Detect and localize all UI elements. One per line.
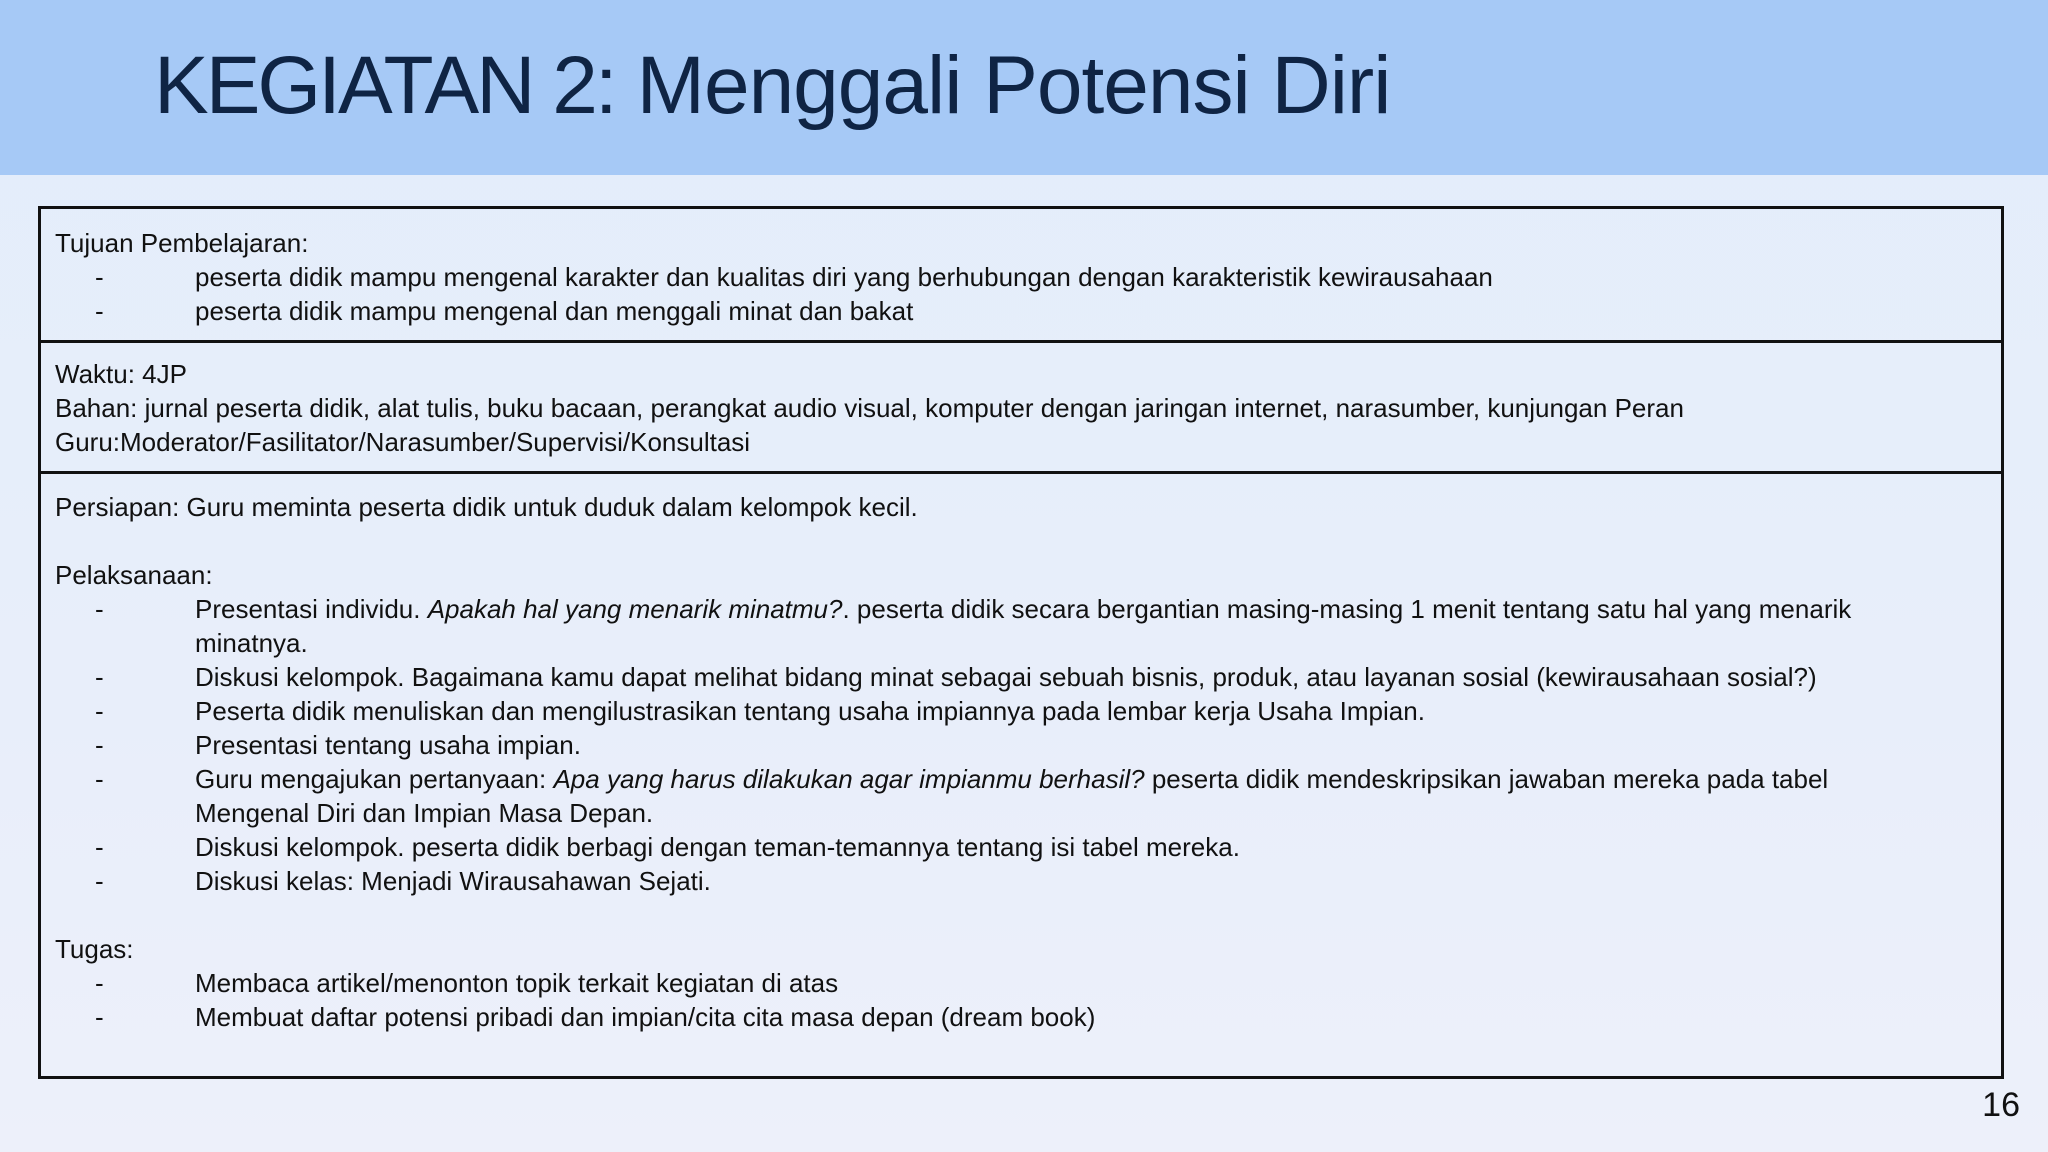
dash-bullet: - [95, 866, 104, 896]
italic-question: Apa yang harus dilakukan agar impianmu berhasil? [553, 764, 1145, 794]
list-item-text: Presentasi tentang usaha impian. [195, 730, 581, 760]
list-item [55, 966, 2001, 1000]
list-item-text: Membaca artikel/menonton topik terkait kegiatan di atas [195, 968, 839, 998]
list-item-text: Guru mengajukan pertanyaan: [195, 764, 554, 794]
dash-bullet: - [95, 832, 104, 862]
list-item [55, 294, 2001, 328]
bahan-line: Bahan: jurnal peserta didik, alat tulis, buku bacaan, perangkat audio visual, komputer dengan jaringan internet, narasumber, kunjungan Peran [55, 393, 1684, 423]
tujuan-section [41, 209, 2001, 343]
content-table [38, 206, 2004, 1079]
waktu-line: Waktu: 4JP [55, 359, 187, 389]
list-item [55, 1000, 2001, 1034]
slide-title [154, 36, 1390, 136]
list-item [55, 864, 2001, 898]
list-item-text: Diskusi kelompok. peserta didik berbagi dengan teman-temannya tentang isi tabel mereka. [195, 832, 1240, 862]
dash-bullet: - [95, 594, 104, 624]
list-item-text: Diskusi kelas: Menjadi Wirausahawan Sejati. [195, 866, 711, 896]
pelaksanaan-list [55, 592, 2001, 898]
tugas-heading: Tugas: [55, 934, 134, 964]
persiapan-line: Persiapan: Guru meminta peserta didik untuk duduk dalam kelompok kecil. [55, 492, 918, 522]
list-item [55, 762, 2001, 830]
title-banner [0, 0, 2048, 175]
list-item-text: Peserta didik menuliskan dan mengilustrasikan tentang usaha impiannya pada lembar kerja Usaha Impian. [195, 696, 1425, 726]
list-item-text: peserta didik mampu mengenal dan menggali minat dan bakat [195, 296, 914, 326]
pelaksanaan-heading: Pelaksanaan: [55, 560, 213, 590]
dash-bullet: - [95, 262, 104, 292]
list-item-text: . peserta didik secara bergantian masing-masing 1 menit tentang satu hal yang menarik minatnya. [195, 594, 1852, 658]
title-main: Menggali Potensi Diri [636, 40, 1391, 131]
peran-line: Guru:Moderator/Fasilitator/Narasumber/Supervisi/Konsultasi [55, 427, 751, 457]
dash-bullet: - [95, 764, 104, 794]
title-prefix: KEGIATAN 2: [154, 40, 615, 131]
list-item-text: peserta didik mendeskripsikan jawaban mereka pada tabel Mengenal Diri dan Impian Masa Depan. [195, 764, 1829, 828]
list-item [55, 830, 2001, 864]
list-item [55, 260, 2001, 294]
tugas-list [55, 966, 2001, 1034]
page-number: 16 [1982, 1086, 2020, 1124]
list-item [55, 728, 2001, 762]
list-item-text: Diskusi kelompok. Bagaimana kamu dapat melihat bidang minat sebagai sebuah bisnis, produk, atau layanan sosial (kewirausahaan sosial?) [195, 662, 1817, 692]
italic-question: Apakah hal yang menarik minatmu? [427, 594, 843, 624]
list-item [55, 592, 2001, 660]
list-item-text: Presentasi individu. [195, 594, 428, 624]
info-section [41, 343, 2001, 474]
dash-bullet: - [95, 696, 104, 726]
dash-bullet: - [95, 968, 104, 998]
tujuan-heading: Tujuan Pembelajaran: [55, 228, 309, 258]
dash-bullet: - [95, 296, 104, 326]
dash-bullet: - [95, 1002, 104, 1032]
list-item-text: peserta didik mampu mengenal karakter dan kualitas diri yang berhubungan dengan karakteristik kewirausahaan [195, 262, 1493, 292]
tujuan-list [55, 260, 2001, 328]
list-item-text: Membuat daftar potensi pribadi dan impian/cita cita masa depan (dream book) [195, 1002, 1096, 1032]
list-item [55, 694, 2001, 728]
list-item [55, 660, 2001, 694]
dash-bullet: - [95, 730, 104, 760]
dash-bullet: - [95, 662, 104, 692]
kegiatan-section [41, 474, 2001, 1076]
